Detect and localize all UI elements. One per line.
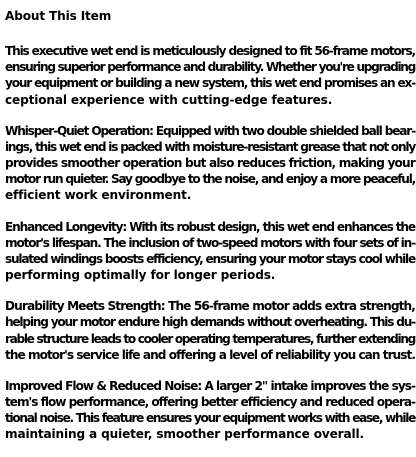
text-line: tional noise. This feature ensures your equipment works with ease, while [5,411,415,426]
text-line: This executive wet end is meticulously designed to fit 56-frame motors, [5,44,415,59]
intro-paragraph [5,43,413,108]
section-heading: About This Item [5,9,112,23]
durability-paragraph [5,298,413,363]
text-line: Durability Meets Strength: The 56-frame motor adds extra strength, [5,299,415,314]
text-line: helping your motor endure high demands without overheating. This du- [5,315,415,330]
text-line: ings, this wet end is packed with moisture-resistant grease that not only [5,139,415,154]
flow-noise-paragraph [5,378,416,443]
text-line: your equipment or building a new system, this wet end promises an ex- [5,76,415,91]
text-line: efficient work environment. [5,188,192,203]
text-line: motor's lifespan. The inclusion of two-speed motors with four sets of in- [5,235,415,250]
longevity-paragraph [5,219,413,284]
text-line: provides smoother operation but also reduces friction, making your [5,156,415,171]
product-description [5,8,416,457]
text-line: ceptional experience with cutting-edge features. [5,92,333,107]
text-line: rable structure leads to cooler operating temperatures, further extending [5,331,415,346]
text-line: Enhanced Longevity: With its robust design, this wet end enhances the [5,219,415,234]
text-line: maintaining a quieter, smoother performance overall. [5,427,364,442]
text-line: Whisper-Quiet Operation: Equipped with two double shielded ball bear- [5,123,415,138]
text-line: sulated windings boosts efficiency, ensuring your motor stays cool while [5,251,415,266]
text-line: the motor's service life and offering a level of reliability you can trust. [5,347,415,362]
text-line: Improved Flow & Reduced Noise: A larger 2" intake improves the sys- [5,378,416,393]
text-line: performing optimally for longer periods. [5,268,276,283]
text-line: ensuring superior performance and durability. Whether you're upgrading [5,60,415,75]
text-line: tem's flow performance, offering better efficiency and reduced opera- [5,394,415,409]
whisper-quiet-paragraph [5,123,413,204]
text-line: motor run quieter. Say goodbye to the noise, and enjoy a more peaceful, [5,172,415,187]
